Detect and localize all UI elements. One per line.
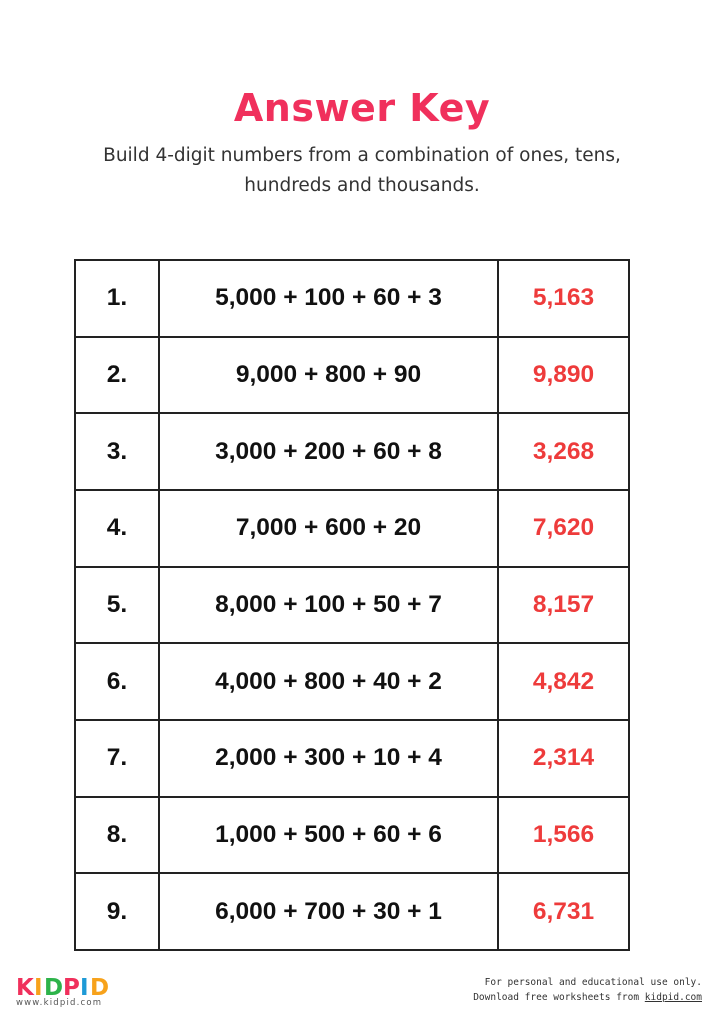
footer-line-1: For personal and educational use only.: [484, 977, 702, 988]
expanded-expression: 8,000 + 100 + 50 + 7: [159, 567, 498, 644]
row-number: 9.: [75, 873, 159, 950]
logo-letter-d: D: [44, 975, 64, 1000]
site-url: www.kidpid.com: [16, 998, 103, 1008]
row-number: 2.: [75, 337, 159, 414]
answer-value: 2,314: [498, 720, 629, 797]
expanded-expression: 7,000 + 600 + 20: [159, 490, 498, 567]
table-row: [75, 337, 629, 414]
table-row: [75, 720, 629, 797]
expanded-expression: 1,000 + 500 + 60 + 6: [159, 797, 498, 874]
table-row: [75, 413, 629, 490]
table-row: [75, 490, 629, 567]
answer-value: 4,842: [498, 643, 629, 720]
answer-value: 8,157: [498, 567, 629, 644]
table-row: [75, 873, 629, 950]
expanded-expression: 6,000 + 700 + 30 + 1: [159, 873, 498, 950]
expanded-expression: 2,000 + 300 + 10 + 4: [159, 720, 498, 797]
logo-letter-p: P: [63, 975, 80, 1000]
logo-letter-d2: D: [90, 975, 110, 1000]
table-row: [75, 567, 629, 644]
answer-table: [74, 259, 630, 951]
row-number: 3.: [75, 413, 159, 490]
expanded-expression: 3,000 + 200 + 60 + 8: [159, 413, 498, 490]
logo-letter-k: K: [16, 975, 34, 1000]
kidpid-logo-icon: [14, 972, 124, 1000]
footer-line-2-text: Download free worksheets from: [473, 992, 645, 1003]
row-number: 5.: [75, 567, 159, 644]
logo-letter-i2: I: [80, 975, 89, 1000]
table-row: [75, 260, 629, 337]
footer-note: [473, 975, 702, 1005]
answer-value: 3,268: [498, 413, 629, 490]
row-number: 7.: [75, 720, 159, 797]
expanded-expression: 4,000 + 800 + 40 + 2: [159, 643, 498, 720]
row-number: 8.: [75, 797, 159, 874]
page-title: Answer Key: [233, 86, 491, 130]
answer-value: 9,890: [498, 337, 629, 414]
instructions: Build 4-digit numbers from a combination of ones, tens, hundreds and thousands.: [103, 145, 621, 196]
table-row: [75, 797, 629, 874]
row-number: 6.: [75, 643, 159, 720]
expanded-expression: 9,000 + 800 + 90: [159, 337, 498, 414]
answer-value: 6,731: [498, 873, 629, 950]
row-number: 1.: [75, 260, 159, 337]
expanded-expression: 5,000 + 100 + 60 + 3: [159, 260, 498, 337]
table-row: [75, 643, 629, 720]
answer-value: 5,163: [498, 260, 629, 337]
answer-value: 7,620: [498, 490, 629, 567]
footer-link[interactable]: kidpid.com: [644, 992, 702, 1003]
footer-line-2: [473, 990, 702, 1005]
row-number: 4.: [75, 490, 159, 567]
answer-value: 1,566: [498, 797, 629, 874]
logo-letter-i: I: [34, 975, 43, 1000]
